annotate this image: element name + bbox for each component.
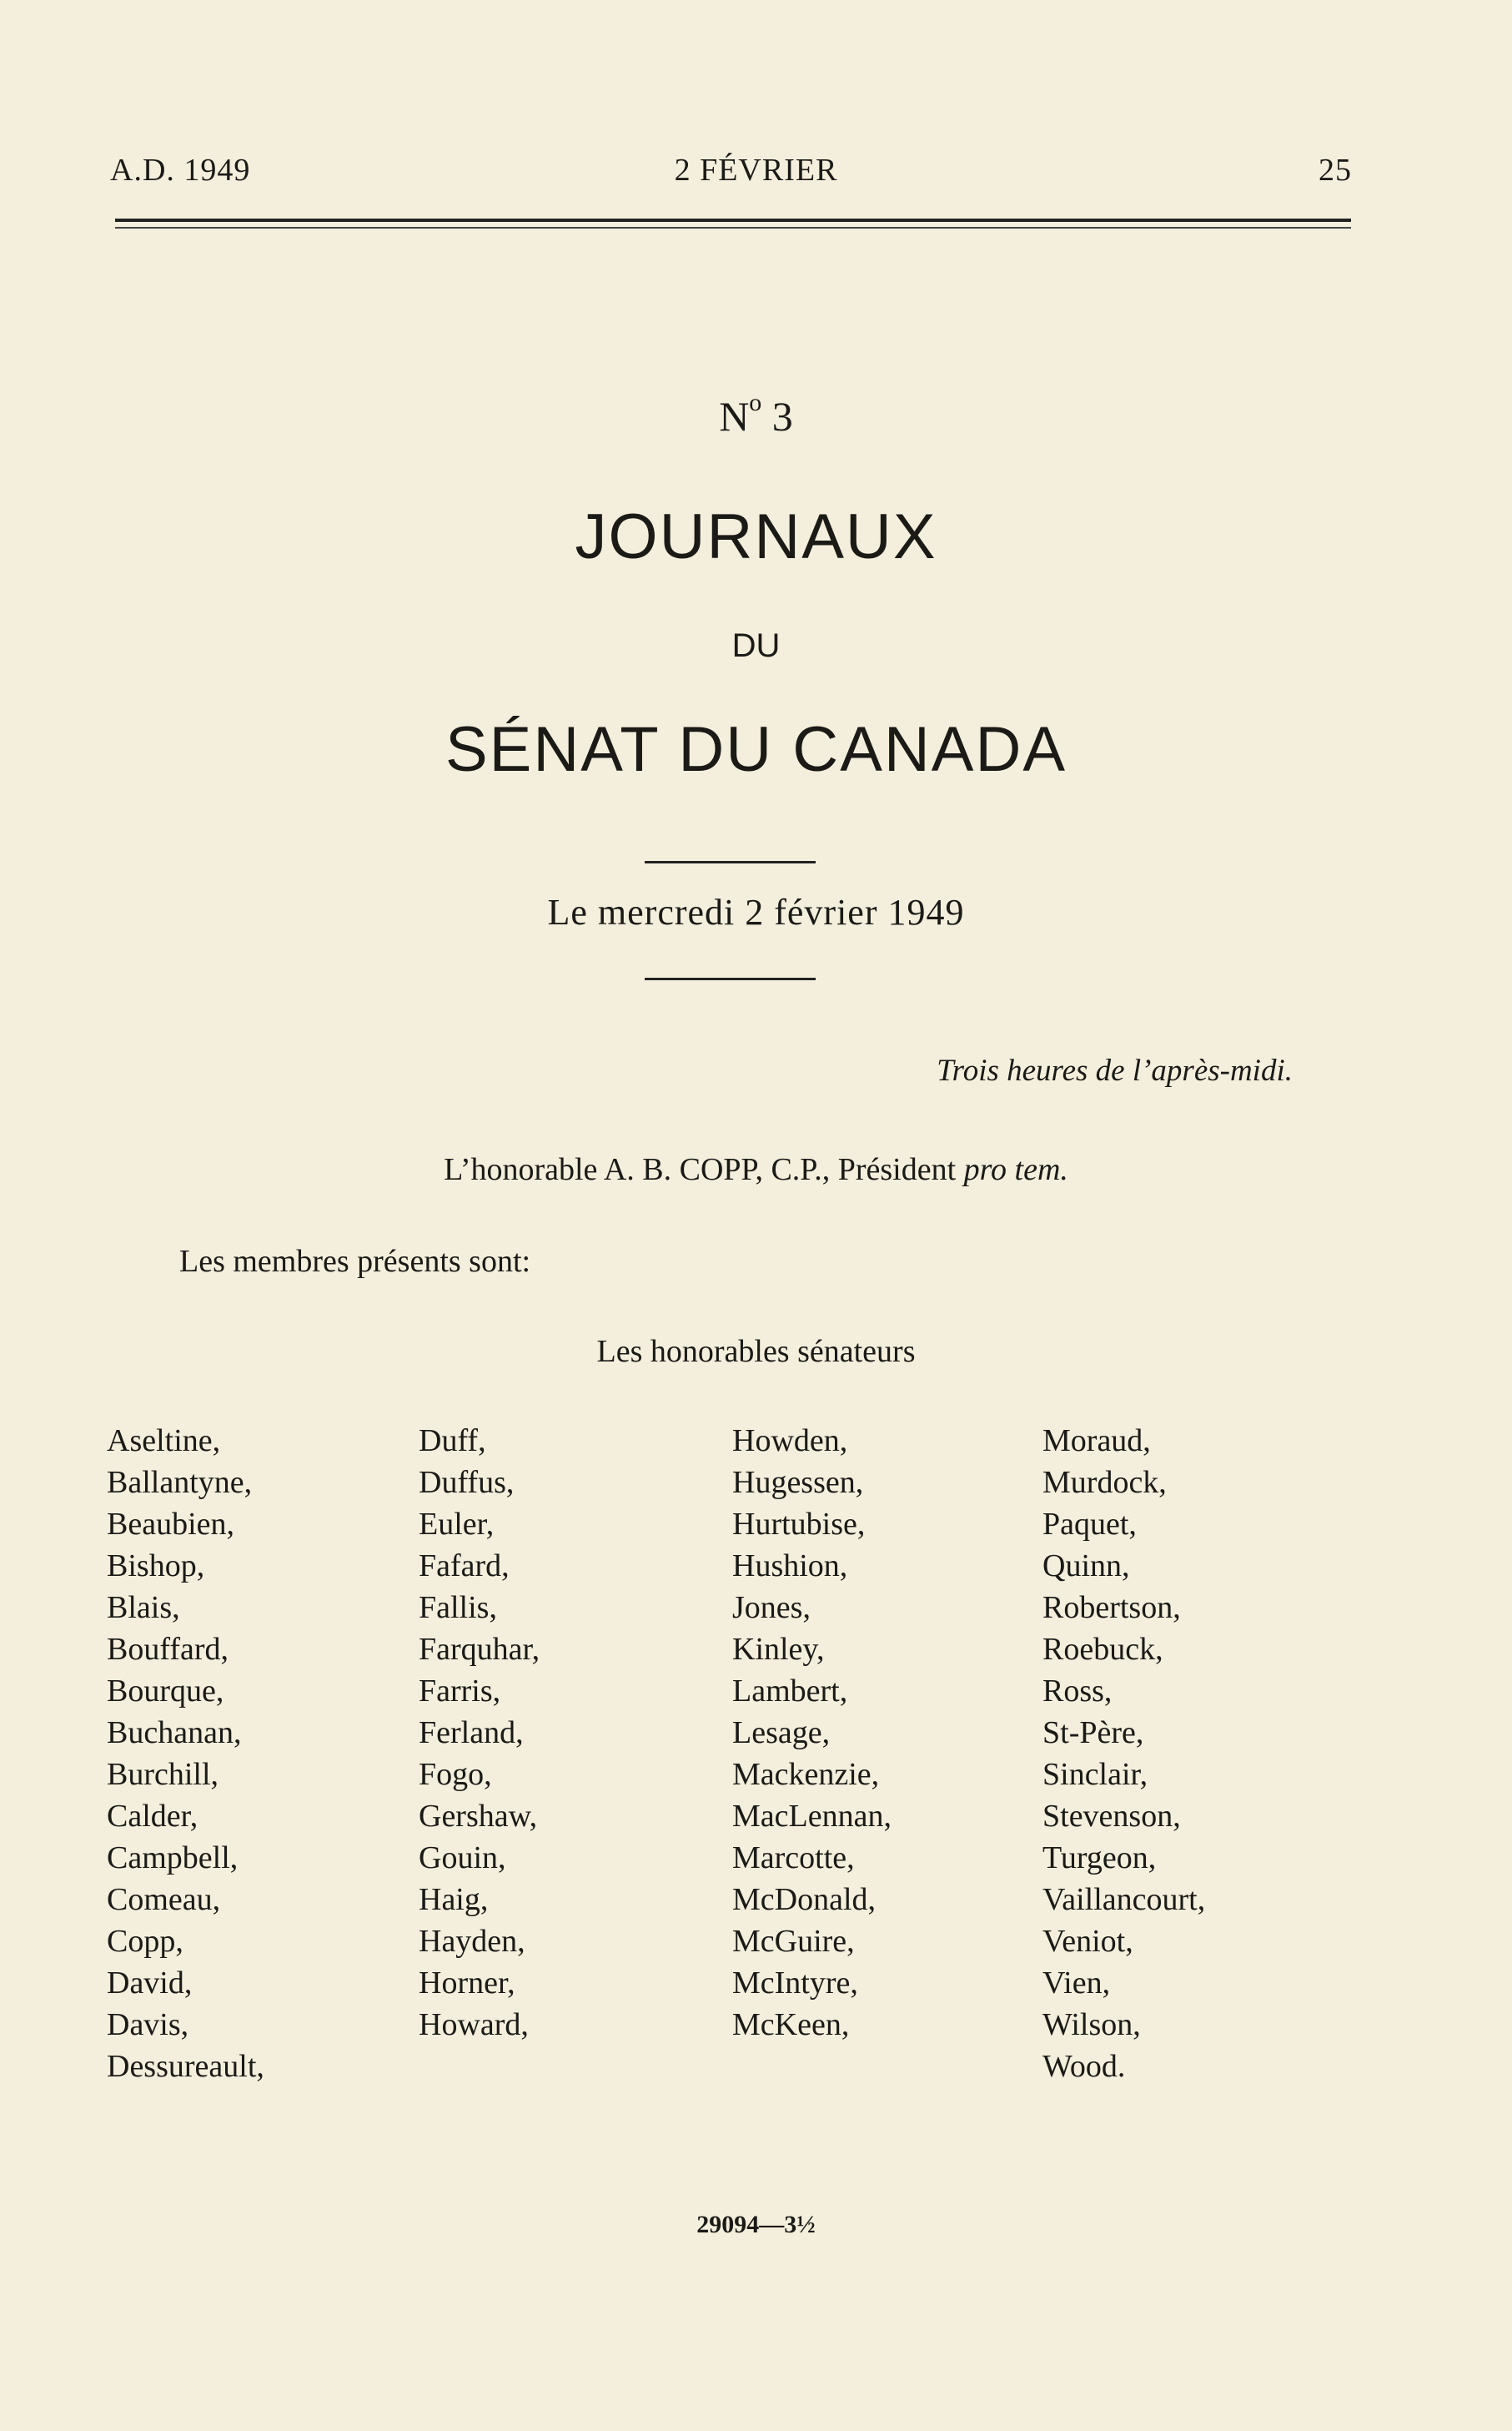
senators-column-2 [419, 1420, 540, 2046]
senator-name: Wilson, [1042, 2007, 1141, 2042]
senator-name: McIntyre, [732, 1965, 858, 2001]
senator-name: Ross, [1042, 1674, 1113, 1709]
members-intro: Les membres présents sont: [179, 1244, 531, 1279]
issue-number: $N^o$ 3 [719, 389, 793, 440]
senator-name: Howard, [419, 2007, 529, 2042]
senator-name: Gershaw, [419, 1799, 538, 1834]
senator-name: Buchanan, [107, 1715, 242, 1750]
senator-name: Lesage, [732, 1715, 831, 1750]
sitting-time: Trois heures de l’après-midi. [937, 1054, 1293, 1088]
divider-rule-top [645, 861, 816, 863]
senator-name: Haig, [419, 1882, 489, 1917]
header-rule-thick [115, 219, 1351, 222]
senator-name: Vaillancourt, [1042, 1882, 1206, 1917]
header-date: 2 FÉVRIER [674, 153, 838, 188]
senator-name: Vien, [1042, 1965, 1111, 2001]
senator-name: Paquet, [1042, 1507, 1137, 1542]
senator-name: Quinn, [1042, 1548, 1130, 1583]
senator-name: St-Père, [1042, 1715, 1144, 1750]
sitting-date: Le mercredi 2 février 1949 [547, 892, 965, 933]
senator-name: Horner, [419, 1965, 515, 2001]
senator-name: Howden, [732, 1423, 848, 1458]
header-rule-thin [115, 227, 1351, 229]
senator-name: Stevenson, [1042, 1799, 1181, 1834]
senator-name: Jones, [732, 1590, 811, 1625]
senator-name: McKeen, [732, 2007, 850, 2042]
senator-name: Hushion, [732, 1548, 848, 1583]
senator-name: Murdock, [1042, 1465, 1167, 1500]
senator-name: Campbell, [107, 1840, 239, 1875]
senator-name: Aseltine, [107, 1423, 221, 1458]
title-journaux: JOURNAUX [575, 501, 937, 572]
senators-column-3 [732, 1420, 892, 2046]
senator-name: David, [107, 1965, 193, 2001]
senator-name: Fafard, [419, 1548, 510, 1583]
printer-code: 29094—3½ [696, 2211, 816, 2238]
title-senat: SÉNAT DU CANADA [445, 714, 1067, 785]
senator-name: Duffus, [419, 1465, 515, 1500]
president-line: L’honorable A. B. COPP, C.P., Président pro tem. [444, 1152, 1068, 1187]
senator-name: Hurtubise, [732, 1507, 866, 1542]
senator-name: Comeau, [107, 1882, 221, 1917]
senator-name: Dessureault, [107, 2049, 264, 2084]
senator-name: Moraud, [1042, 1423, 1151, 1458]
senator-name: McDonald, [732, 1882, 877, 1917]
senators-heading: Les honorables sénateurs [596, 1334, 916, 1369]
senators-column-4 [1042, 1420, 1205, 2087]
senator-name: Copp, [107, 1924, 183, 1959]
senator-name: Bishop, [107, 1548, 205, 1583]
senator-name: Kinley, [732, 1632, 825, 1667]
senator-name: Roebuck, [1042, 1632, 1163, 1667]
header-year: A.D. 1949 [110, 153, 251, 188]
senator-name: Turgeon, [1042, 1840, 1157, 1875]
senator-name: Wood. [1042, 2049, 1126, 2084]
senator-name: Gouin, [419, 1840, 506, 1875]
senator-name: Farquhar, [419, 1632, 540, 1667]
senator-name: Veniot, [1042, 1924, 1133, 1959]
title-du: DU [731, 627, 781, 664]
senator-name: MacLennan, [732, 1799, 892, 1834]
senator-name: Farris, [419, 1674, 501, 1709]
senator-name: Hugessen, [732, 1465, 864, 1500]
senator-name: Fogo, [419, 1757, 492, 1792]
senator-name: Robertson, [1042, 1590, 1181, 1625]
senator-name: Blais, [107, 1590, 180, 1625]
senator-name: Bouffard, [107, 1632, 229, 1667]
senator-name: Duff, [419, 1423, 486, 1458]
senator-name: Ballantyne, [107, 1465, 253, 1500]
senator-name: Bourque, [107, 1674, 224, 1709]
page-number: 25 [1319, 153, 1352, 188]
senator-name: Davis, [107, 2007, 189, 2042]
senator-name: Calder, [107, 1799, 198, 1834]
senator-name: Burchill, [107, 1757, 219, 1792]
senator-name: Mackenzie, [732, 1757, 880, 1792]
senator-name: Marcotte, [732, 1840, 855, 1875]
senator-name: McGuire, [732, 1924, 855, 1959]
senator-name: Beaubien, [107, 1507, 235, 1542]
senator-name: Lambert, [732, 1674, 848, 1709]
senator-name: Ferland, [419, 1715, 524, 1750]
senator-name: Euler, [419, 1507, 495, 1542]
senator-name: Sinclair, [1042, 1757, 1148, 1792]
senators-column-1 [107, 1420, 264, 2087]
divider-rule-bottom [645, 978, 816, 980]
senator-name: Hayden, [419, 1924, 525, 1959]
senator-name: Fallis, [419, 1590, 497, 1625]
